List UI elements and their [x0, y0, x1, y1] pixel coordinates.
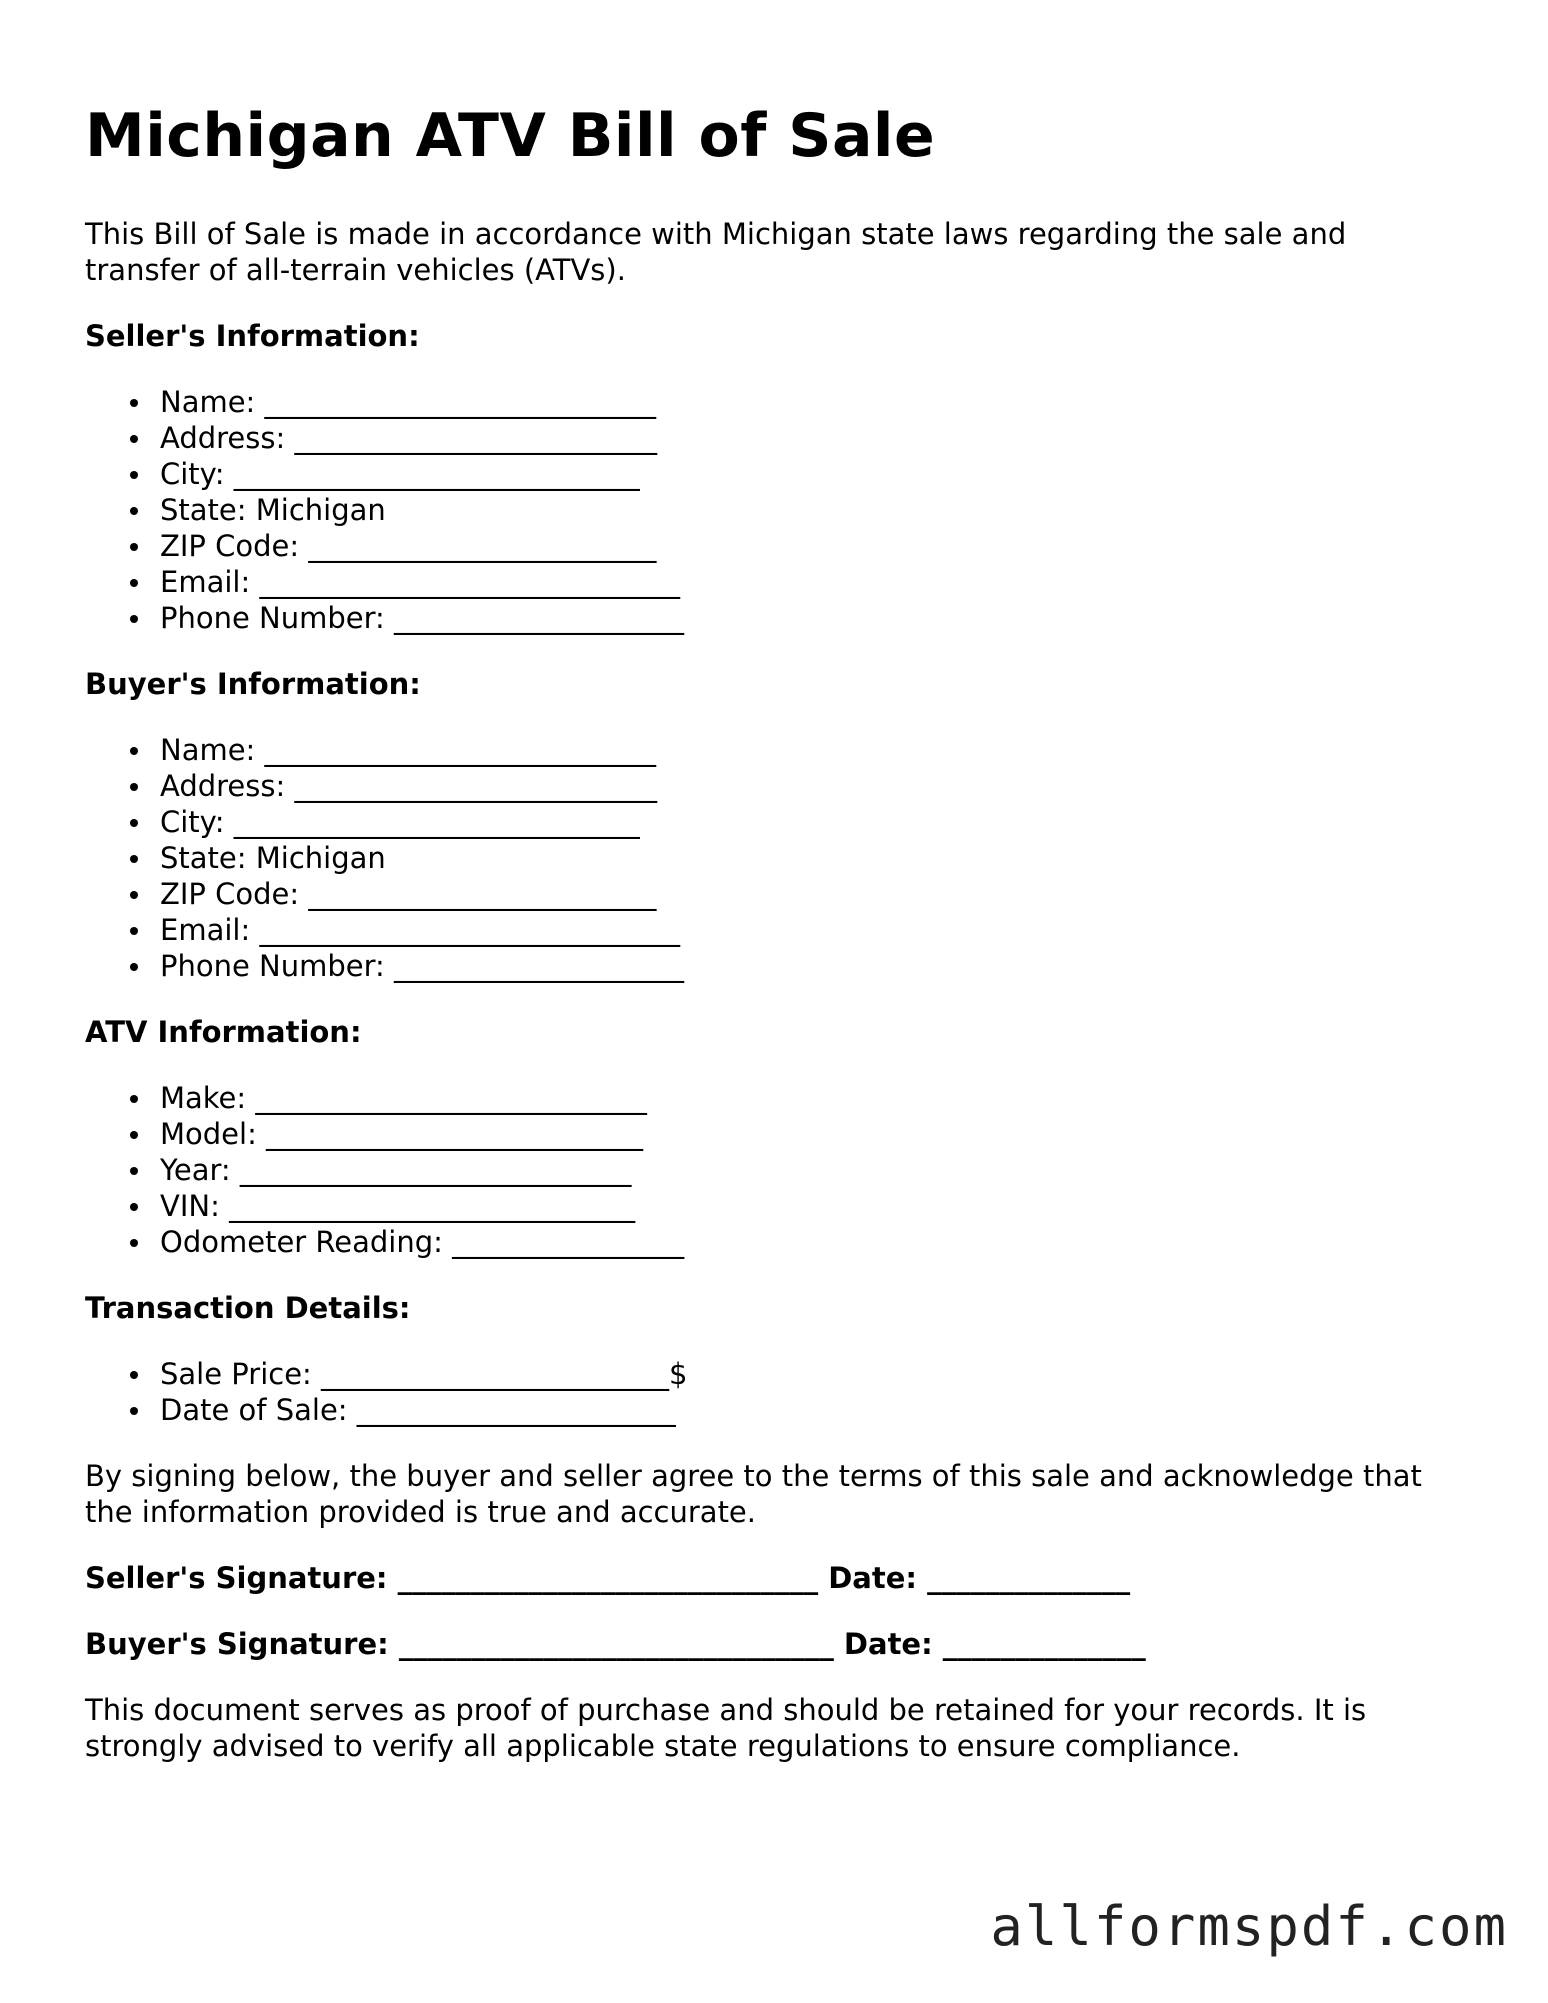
buyer-signature-line: Buyer's Signature: ______________________________ Date: ______________	[85, 1627, 1146, 1661]
seller-field-list	[85, 384, 1465, 636]
buyer-heading: Buyer's Information:	[85, 667, 421, 701]
seller-heading: Seller's Information:	[85, 319, 420, 353]
atv-field-list	[85, 1080, 1465, 1260]
atv-odometer-field: Odometer Reading: ________________	[85, 1224, 1465, 1260]
transaction-field-list	[85, 1356, 1465, 1428]
seller-city-field: City: ____________________________	[85, 456, 1465, 492]
page-title: Michigan ATV Bill of Sale	[85, 101, 936, 171]
atv-model-field: Model: __________________________	[85, 1116, 1465, 1152]
seller-signature-line: Seller's Signature: _____________________________ Date: ______________	[85, 1561, 1131, 1595]
buyer-email-field: Email: _____________________________	[85, 912, 1465, 948]
buyer-state-field: State: Michigan	[85, 840, 1465, 876]
sale-price-field: Sale Price: ________________________$	[85, 1356, 1465, 1392]
seller-zip-field: ZIP Code: ________________________	[85, 528, 1465, 564]
buyer-phone-field: Phone Number: ____________________	[85, 948, 1465, 984]
seller-phone-field: Phone Number: ____________________	[85, 600, 1465, 636]
seller-name-field: Name: ___________________________	[85, 384, 1465, 420]
site-watermark: allformspdf.com	[990, 1895, 1508, 1958]
atv-heading: ATV Information:	[85, 1015, 362, 1049]
document-page	[85, 100, 1465, 1764]
atv-vin-field: VIN: ____________________________	[85, 1188, 1465, 1224]
closing-paragraph: This document serves as proof of purchase and should be retained for your records. It is strongly advised to verify all applicable state regulations to ensure compliance.	[85, 1693, 1367, 1763]
buyer-zip-field: ZIP Code: ________________________	[85, 876, 1465, 912]
intro-paragraph: This Bill of Sale is made in accordance with Michigan state laws regarding the sale and transfer of all-terrain vehicles (ATVs).	[85, 217, 1347, 287]
buyer-city-field: City: ____________________________	[85, 804, 1465, 840]
seller-address-field: Address: _________________________	[85, 420, 1465, 456]
date-of-sale-field: Date of Sale: ______________________	[85, 1392, 1465, 1428]
transaction-heading: Transaction Details:	[85, 1291, 411, 1325]
agreement-paragraph: By signing below, the buyer and seller agree to the terms of this sale and acknowledge that the information provided is true and accurate.	[85, 1459, 1422, 1529]
buyer-name-field: Name: ___________________________	[85, 732, 1465, 768]
buyer-address-field: Address: _________________________	[85, 768, 1465, 804]
buyer-field-list	[85, 732, 1465, 984]
atv-make-field: Make: ___________________________	[85, 1080, 1465, 1116]
seller-email-field: Email: _____________________________	[85, 564, 1465, 600]
atv-year-field: Year: ___________________________	[85, 1152, 1465, 1188]
seller-state-field: State: Michigan	[85, 492, 1465, 528]
